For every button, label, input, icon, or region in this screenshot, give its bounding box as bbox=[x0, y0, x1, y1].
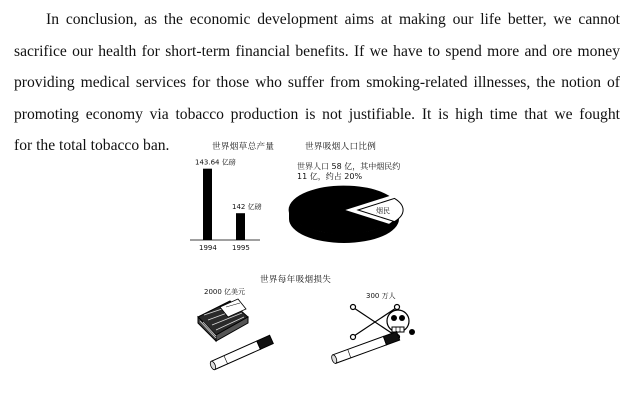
bar-1995 bbox=[236, 213, 245, 240]
cigarette-icon bbox=[206, 335, 278, 369]
conclusion-paragraph bbox=[14, 4, 620, 162]
death-loss-label: 300 万人 bbox=[366, 292, 396, 300]
paragraph-line: sacrifice our health for short-term financial benefits. If we have to spend more and ore money bbox=[14, 42, 620, 60]
bar-value-label: 143.64 亿磅 bbox=[195, 158, 236, 167]
bar-value-label: 142 亿磅 bbox=[232, 203, 262, 212]
paragraph-line: providing medical services for those who suffer from smoking-related illnesses, the notion of bbox=[14, 74, 620, 91]
smoker-pie-chart bbox=[286, 180, 426, 250]
bar-chart-title: 世界烟草总产量 bbox=[212, 142, 275, 152]
losses-title: 世界每年吸烟损失 bbox=[260, 275, 332, 285]
pie-slice-label: 烟民 bbox=[376, 207, 390, 215]
money-loss-label: 2000 亿美元 bbox=[204, 288, 246, 296]
bar-category-label: 1995 bbox=[232, 244, 250, 252]
pie-annotation-line-2: 11 亿，约占 20% bbox=[297, 172, 363, 181]
bar-1994 bbox=[203, 169, 212, 240]
production-bar-chart bbox=[190, 150, 280, 260]
paragraph-line: promoting economy via tobacco production is not justifiable. It is high time that we fought bbox=[14, 105, 620, 123]
cigarette-icon bbox=[326, 330, 406, 364]
pie-chart-title: 世界吸烟人口比例 bbox=[305, 142, 377, 152]
paragraph-line: In conclusion, as the economic development aims at making our life better, we cannot bbox=[46, 11, 620, 28]
bar-category-label: 1994 bbox=[199, 244, 217, 252]
pie-annotation-line-1: 世界人口 58 亿，其中烟民约 bbox=[297, 162, 401, 171]
paragraph-line: for the total tobacco ban. bbox=[14, 137, 170, 154]
